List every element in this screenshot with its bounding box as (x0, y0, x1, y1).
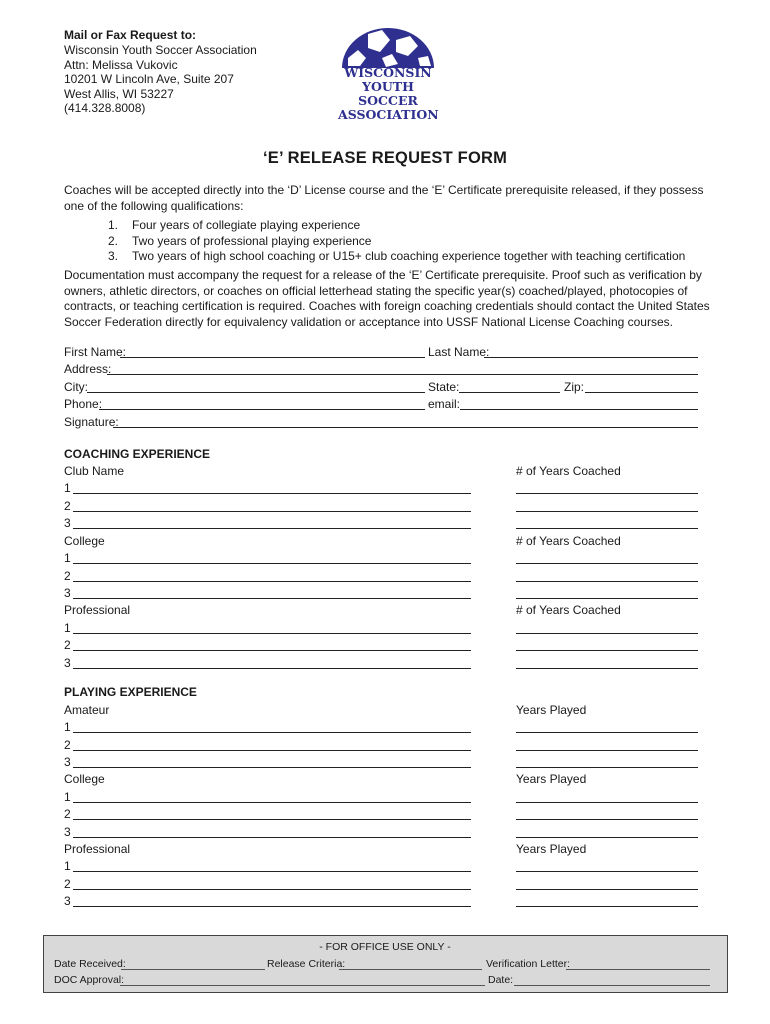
row-number: 1 (64, 720, 71, 734)
date-received-field[interactable] (121, 969, 265, 970)
city-field[interactable] (87, 392, 425, 393)
college-field[interactable] (73, 802, 471, 803)
college-label: College (64, 772, 105, 786)
row-number: 1 (64, 621, 71, 635)
zip-field[interactable] (585, 392, 698, 393)
college-label: College (64, 534, 105, 548)
email-field[interactable] (460, 409, 698, 410)
professional-field[interactable] (73, 650, 471, 651)
amateur-field[interactable] (73, 732, 471, 733)
row-number: 2 (64, 569, 71, 583)
college-field[interactable] (73, 581, 471, 582)
college-field[interactable] (73, 837, 471, 838)
years-field[interactable] (516, 581, 698, 582)
row-number: 2 (64, 499, 71, 513)
release-criteria-label: Release Criteria: (267, 958, 346, 970)
professional-field[interactable] (73, 889, 471, 890)
list-item: 2. Two years of professional playing experience (108, 233, 372, 248)
professional-field[interactable] (73, 871, 471, 872)
years-field[interactable] (516, 668, 698, 669)
years-field[interactable] (516, 650, 698, 651)
last-name-label: Last Name: (428, 345, 490, 359)
verification-letter-label: Verification Letter: (486, 958, 571, 970)
years-coached-label: # of Years Coached (516, 534, 621, 548)
years-field[interactable] (516, 563, 698, 564)
row-number: 1 (64, 859, 71, 873)
row-number: 3 (64, 586, 71, 600)
office-date-label: Date: (488, 974, 514, 986)
state-label: State: (428, 380, 460, 394)
logo-line: YOUTH (362, 79, 414, 94)
amateur-field[interactable] (73, 767, 471, 768)
professional-field[interactable] (73, 906, 471, 907)
row-number: 2 (64, 638, 71, 652)
logo-line: WISCONSIN (344, 65, 432, 80)
years-coached-label: # of Years Coached (516, 464, 621, 478)
professional-field[interactable] (73, 633, 471, 634)
row-number: 3 (64, 894, 71, 908)
zip-label: Zip: (564, 380, 585, 394)
coaching-heading: COACHING EXPERIENCE (64, 447, 211, 461)
years-field[interactable] (516, 819, 698, 820)
row-number: 3 (64, 656, 71, 670)
email-label: email: (428, 397, 461, 411)
logo-text (338, 66, 438, 122)
college-field[interactable] (73, 563, 471, 564)
years-played-label: Years Played (516, 842, 587, 856)
qualifications-list (108, 218, 685, 265)
office-date-field[interactable] (514, 985, 710, 986)
years-field[interactable] (516, 750, 698, 751)
years-field[interactable] (516, 906, 698, 907)
college-field[interactable] (73, 598, 471, 599)
college-field[interactable] (73, 819, 471, 820)
years-field[interactable] (516, 889, 698, 890)
years-field[interactable] (516, 802, 698, 803)
years-coached-label: # of Years Coached (516, 603, 621, 617)
city-label: City: (64, 380, 88, 394)
logo-line: ASSOCIATION (338, 107, 439, 122)
row-number: 1 (64, 481, 71, 495)
row-number: 1 (64, 551, 71, 565)
row-number: 3 (64, 755, 71, 769)
address-block (64, 43, 257, 116)
form-title: ‘E’ RELEASE REQUEST FORM (262, 149, 508, 167)
office-use-box (43, 935, 728, 993)
row-number: 2 (64, 807, 71, 821)
release-criteria-field[interactable] (339, 969, 482, 970)
playing-heading: PLAYING EXPERIENCE (64, 685, 197, 699)
row-number: 2 (64, 738, 71, 752)
wysa-logo (338, 24, 438, 126)
row-number: 3 (64, 825, 71, 839)
years-field[interactable] (516, 871, 698, 872)
row-number: 3 (64, 516, 71, 530)
documentation-paragraph: Documentation must accompany the request for a release of the ‘E’ Certificate prerequisite. Proof such as verification by owners, athletic directors, or coaches on official letterhead stating the specific year(s) coached/played, photocopies of contracts, or teaching certification is required. Coaches with foreign coaching credentials should contact the United States Soccer Federation directly for equivalency validation or acceptance into USSF National License Coaching courses. (64, 268, 710, 329)
doc-approval-field[interactable] (120, 985, 485, 986)
years-field[interactable] (516, 633, 698, 634)
signature-label: Signature: (64, 415, 119, 429)
date-received-label: Date Received: (54, 958, 126, 970)
address-field[interactable] (107, 374, 698, 375)
club-name-field[interactable] (73, 493, 471, 494)
logo-line: SOCCER (358, 93, 418, 108)
years-field[interactable] (516, 511, 698, 512)
list-item: 3. Two years of high school coaching or U15+ club coaching experience together with teaching certification (108, 249, 686, 263)
club-name-field[interactable] (73, 511, 471, 512)
state-field[interactable] (459, 392, 560, 393)
years-field[interactable] (516, 493, 698, 494)
years-field[interactable] (516, 837, 698, 838)
address-line: 10201 W Lincoln Ave, Suite 207 (64, 72, 234, 86)
list-item: 1. Four years of collegiate playing experience (108, 218, 361, 232)
row-number: 1 (64, 790, 71, 804)
mail-label: Mail or Fax Request to: (64, 28, 197, 42)
last-name-field[interactable] (484, 357, 698, 358)
signature-field[interactable] (113, 427, 698, 428)
years-field[interactable] (516, 528, 698, 529)
verification-letter-field[interactable] (566, 969, 710, 970)
row-number: 2 (64, 877, 71, 891)
years-played-label: Years Played (516, 703, 587, 717)
address-line: Attn: Melissa Vukovic (64, 57, 178, 72)
amateur-label: Amateur (64, 703, 110, 717)
professional-label: Professional (64, 603, 131, 617)
address-label: Address: (64, 362, 112, 376)
amateur-field[interactable] (73, 750, 471, 751)
years-played-label: Years Played (516, 772, 587, 786)
years-field[interactable] (516, 732, 698, 733)
first-name-label: First Name: (64, 345, 127, 359)
doc-approval-label: DOC Approval: (54, 974, 125, 986)
address-line: West Allis, WI 53227 (64, 86, 174, 101)
years-field[interactable] (516, 598, 698, 599)
club-name-field[interactable] (73, 528, 471, 529)
intro-paragraph: Coaches will be accepted directly into the ‘D’ License course and the ‘E’ Certificate prerequisite released, if they possess one of the following qualifications: (64, 183, 704, 213)
address-line: Wisconsin Youth Soccer Association (64, 43, 257, 57)
professional-label: Professional (64, 842, 131, 856)
club-label: Club Name (64, 464, 125, 478)
phone-label: Phone: (64, 397, 103, 411)
first-name-field[interactable] (120, 357, 425, 358)
years-field[interactable] (516, 767, 698, 768)
phone-field[interactable] (99, 409, 425, 410)
office-heading: - FOR OFFICE USE ONLY - (319, 941, 451, 953)
address-line: (414.328.8008) (64, 101, 146, 115)
professional-field[interactable] (73, 668, 471, 669)
